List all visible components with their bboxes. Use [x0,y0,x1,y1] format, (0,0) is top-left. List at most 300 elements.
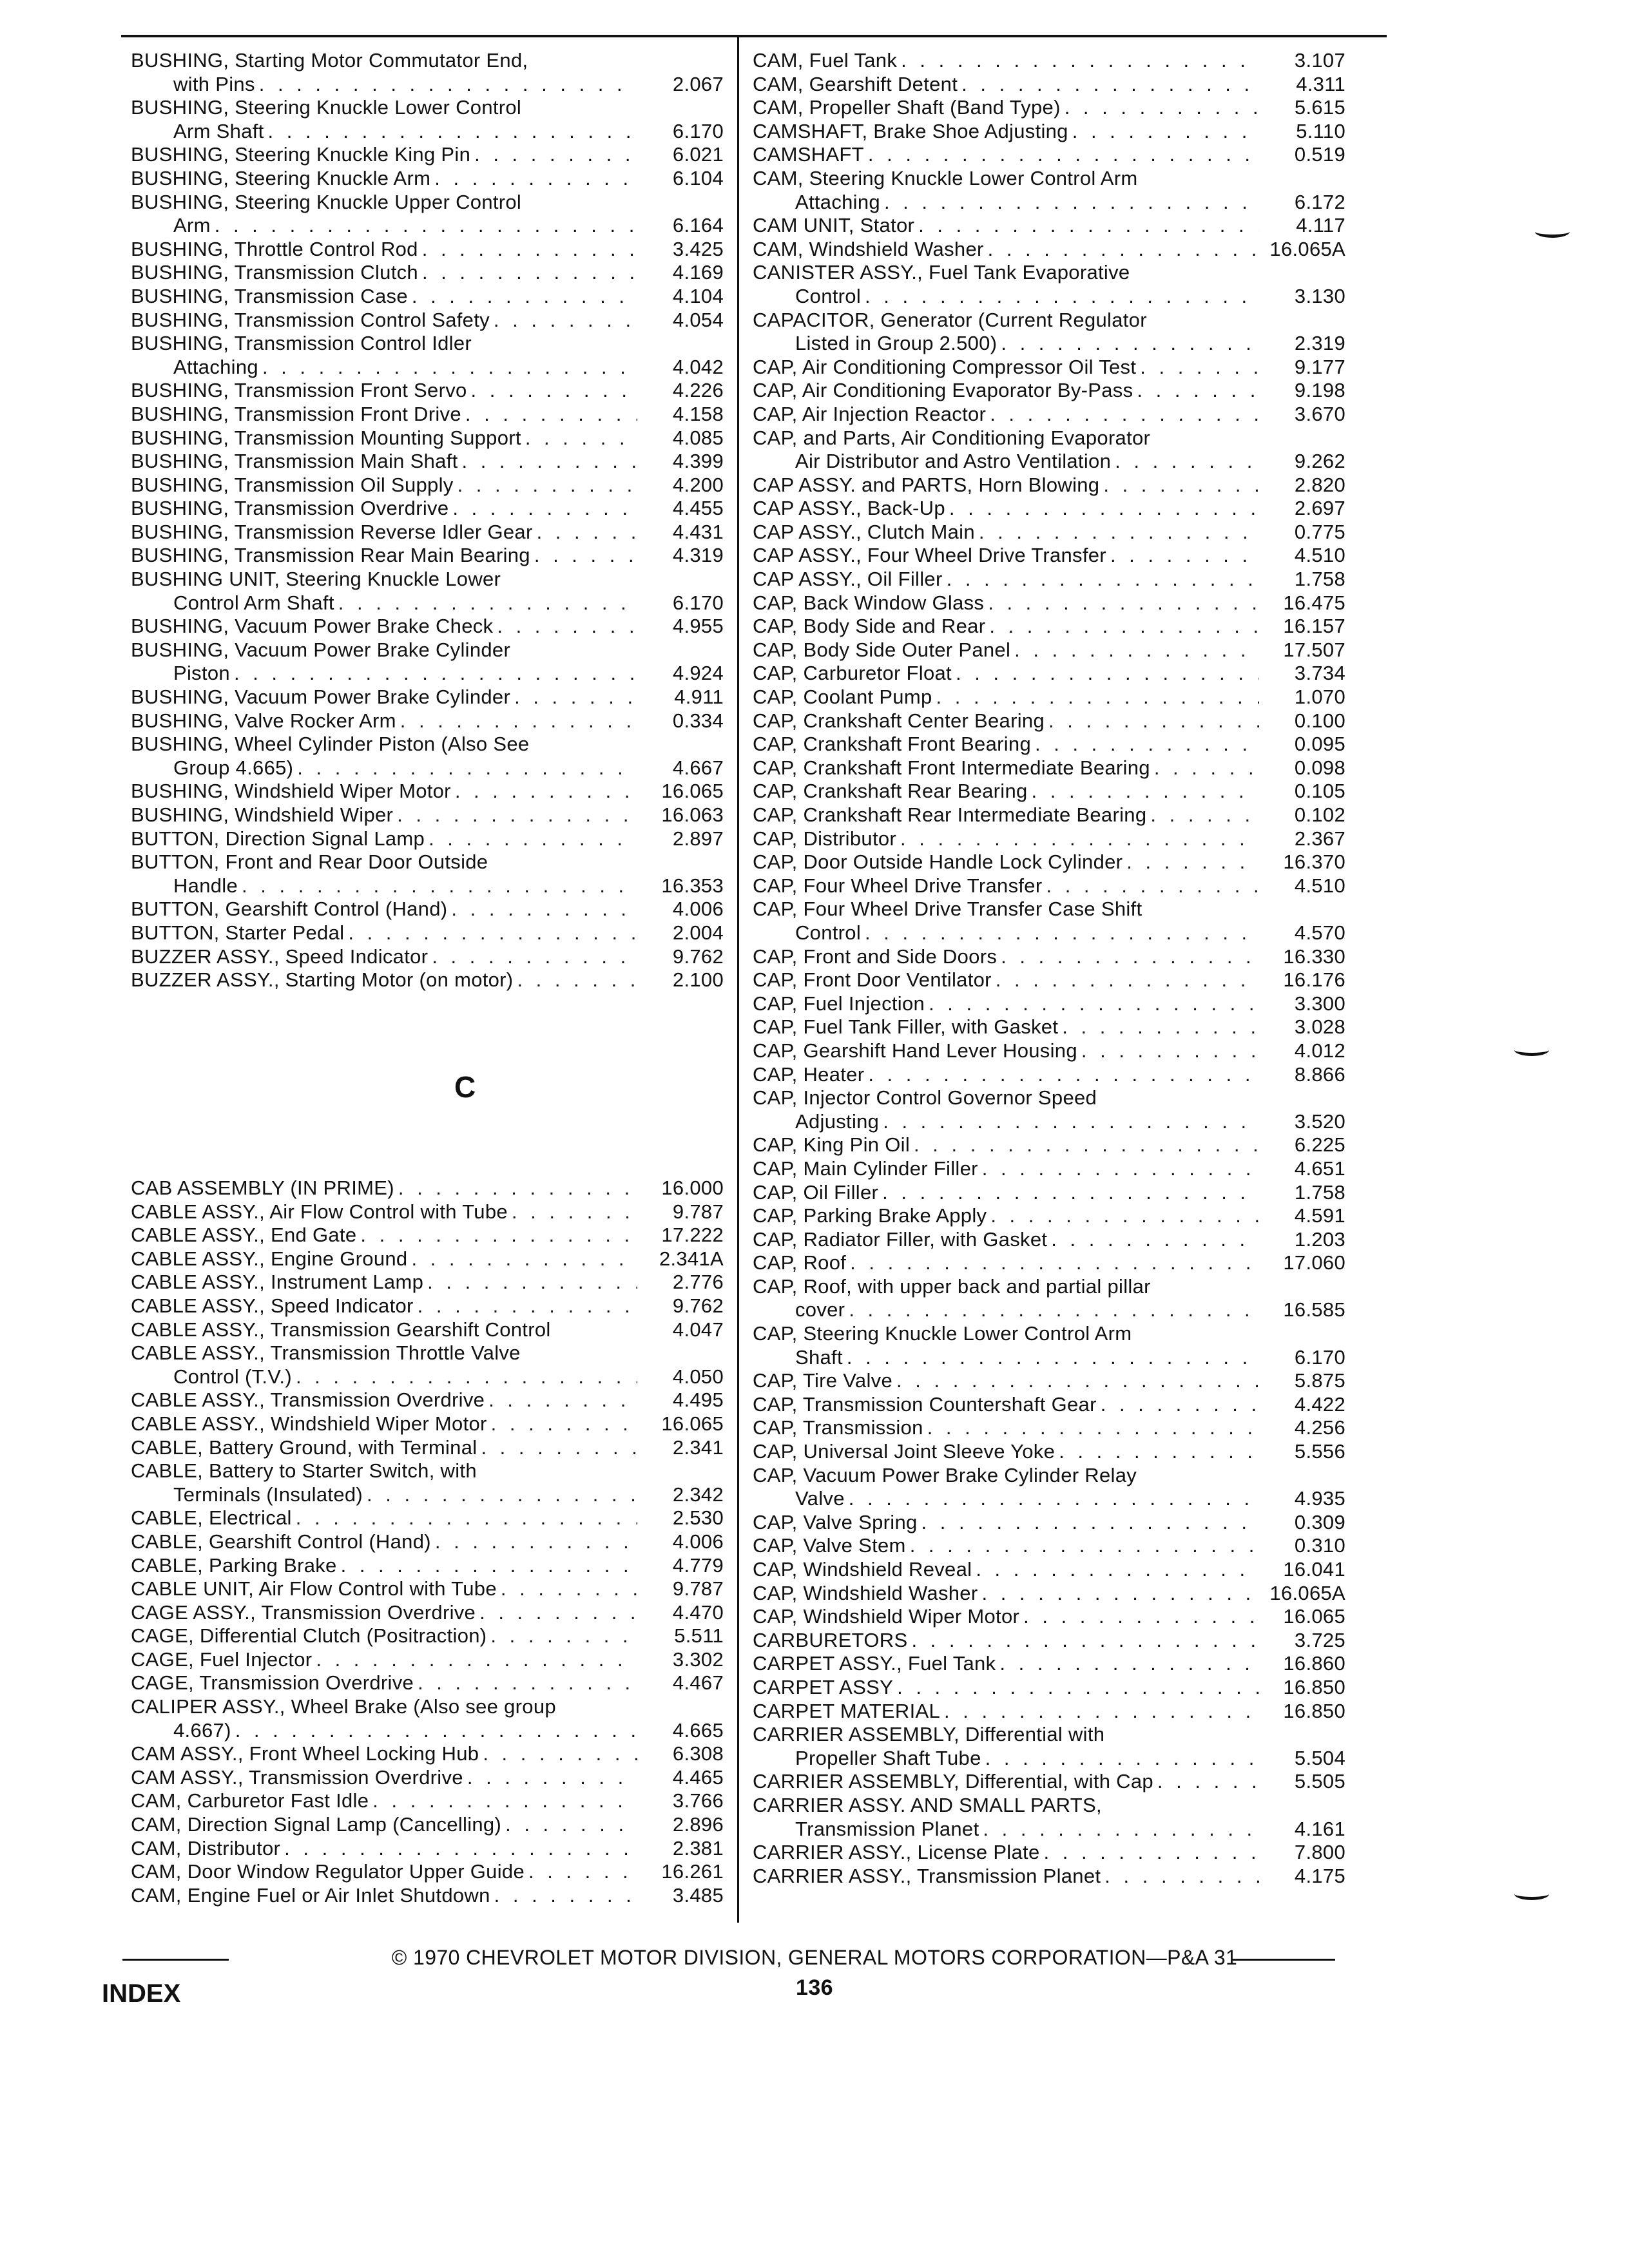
entry-page-number: 6.104 [672,166,724,189]
entry-text: CAM ASSY., Transmission Overdrive [131,1765,463,1789]
entry-text: BUTTON, Direction Signal Lamp [131,827,425,850]
entry-page-number: 4.911 [674,686,724,709]
entry-page-number: 6.225 [1294,1133,1345,1157]
leader-dots [490,1624,637,1648]
leader-dots [1103,474,1259,497]
entry-page-number: 0.102 [1294,803,1345,826]
leader-dots [988,591,1259,615]
index-entry [131,544,724,568]
index-entry [753,1015,1345,1039]
leader-dots [990,403,1259,427]
leader-dots [1150,803,1259,827]
leader-dots [422,238,637,262]
leader-dots [929,992,1259,1016]
index-entry [131,803,724,827]
entry-text: CAM, Fuel Tank [753,49,898,72]
leader-dots [1059,1440,1259,1464]
index-entry [131,639,724,662]
entry-page-number: 16.063 [661,803,724,826]
leader-dots [455,780,637,803]
entry-page-number: 4.054 [672,308,724,331]
index-entry [753,662,1345,686]
entry-page-number: 3.107 [1294,49,1345,72]
index-entry [753,1181,1345,1205]
index-entry [753,1251,1345,1275]
index-entry [131,49,724,73]
entry-text: CAP, Heater [753,1062,865,1086]
leader-dots [400,709,637,733]
entry-text: BUSHING, Steering Knuckle Upper Control [131,190,522,213]
index-entry [131,968,724,992]
entry-text: CAP, Back Window Glass [753,591,985,614]
leader-dots [458,474,637,497]
entry-text: CABLE ASSY., Instrument Lamp [131,1271,424,1294]
entry-page-number: 17.060 [1283,1251,1345,1274]
entry-text: CAP, Gearshift Hand Lever Housing [753,1039,1077,1062]
index-entry [753,261,1345,285]
entry-page-number: 9.787 [672,1200,724,1223]
index-entry [131,756,724,780]
entry-page-number: 9.762 [672,1294,724,1317]
leader-dots [465,403,637,427]
entry-page-number: 5.511 [674,1624,724,1648]
index-entry [131,238,724,262]
entry-text: CAP, King Pin Oil [753,1133,911,1157]
entry-text: Control [795,921,862,944]
entry-page-number: 4.047 [672,1318,724,1341]
margin-mark [1535,226,1570,238]
entry-page-number: 6.170 [1294,1345,1345,1369]
leader-dots [412,285,637,309]
index-entry [131,120,724,144]
entry-page-number: 16.261 [661,1860,724,1883]
entry-page-number: 3.300 [1294,992,1345,1015]
entry-page-number: 0.775 [1294,520,1345,543]
index-entry [753,1346,1345,1370]
entry-text: CANISTER ASSY., Fuel Tank Evaporative [753,261,1130,284]
leader-dots [525,427,637,450]
entry-text: BUSHING, Transmission Control Idler [131,332,472,355]
entry-page-number: 4.470 [672,1600,724,1624]
entry-text: CAPACITOR, Generator (Current Regulator [753,308,1147,331]
entry-text: CAP, Distributor [753,827,897,850]
entry-page-number: 4.158 [672,402,724,425]
entry-text: CAP, Crankshaft Rear Intermediate Bearing [753,803,1147,826]
entry-page-number: 7.800 [1294,1841,1345,1864]
entry-page-number: 6.170 [672,119,724,142]
entry-page-number: 4.510 [1294,874,1345,897]
index-entry [131,898,724,921]
entry-text: BUSHING, Transmission Front Servo [131,379,467,402]
index-entry [753,921,1345,945]
leader-dots [999,1652,1259,1676]
entry-text: CAGE ASSY., Transmission Overdrive [131,1600,476,1624]
top-rule [121,35,1387,37]
leader-dots [982,1157,1259,1181]
index-entry [753,49,1345,73]
index-entry [753,1676,1345,1700]
entry-page-number: 6.164 [672,214,724,237]
index-entry [131,214,724,238]
index-entry [753,733,1345,756]
entry-page-number: 16.157 [1283,615,1345,638]
entry-text: Control Arm Shaft [173,591,334,614]
entry-page-number: 1.758 [1294,568,1345,591]
leader-dots [949,497,1259,521]
leader-dots [259,73,637,97]
entry-text: CAP, Vacuum Power Brake Cylinder Relay [753,1463,1137,1486]
entry-page-number: 4.050 [672,1365,724,1388]
index-entry [131,1860,724,1884]
entry-page-number: 2.067 [672,72,724,95]
index-entry [131,733,724,756]
left-column-c-section [131,1177,724,1907]
entry-page-number: 4.085 [672,426,724,449]
index-entry [753,73,1345,97]
entry-page-number: 4.311 [1296,72,1345,95]
leader-dots [435,1530,637,1554]
leader-dots [505,1813,637,1837]
entry-page-number: 0.100 [1294,709,1345,732]
index-entry [131,686,724,709]
index-entry [131,921,724,945]
entry-page-number: 2.697 [1294,497,1345,520]
entry-text: CAP, Air Conditioning Compressor Oil Test [753,355,1137,378]
index-entry [131,403,724,427]
index-entry [131,662,724,686]
entry-text: CAM, Carburetor Fast Idle [131,1789,369,1812]
index-entry [131,1341,724,1365]
leader-dots [996,968,1259,992]
entry-page-number: 3.302 [672,1648,724,1671]
entry-text: BUSHING, Steering Knuckle Arm [131,166,431,189]
entry-text: Air Distributor and Astro Ventilation [795,450,1112,473]
index-entry [131,1601,724,1625]
entry-text: CABLE, Parking Brake [131,1553,337,1577]
column-divider [737,35,739,1923]
entry-text: CAP, Air Injection Reactor [753,402,987,425]
entry-text: BUSHING, Vacuum Power Brake Check [131,615,494,638]
entry-page-number: 4.455 [672,497,724,520]
entry-text: CAP, Body Side and Rear [753,615,986,638]
entry-page-number: 4.012 [1294,1039,1345,1062]
entry-page-number: 2.341 [672,1436,724,1459]
entry-page-number: 3.130 [1294,284,1345,307]
entry-page-number: 5.110 [1296,119,1345,142]
entry-page-number: 5.504 [1294,1746,1345,1769]
index-entry [753,568,1345,591]
entry-page-number: 3.485 [672,1883,724,1907]
index-entry [753,1039,1345,1063]
index-entry [131,1837,724,1861]
leader-dots [900,827,1259,851]
index-entry [753,827,1345,851]
entry-text: CARPET ASSY., Fuel Tank [753,1652,996,1675]
index-entry [753,356,1345,380]
leader-dots [427,1271,637,1294]
entry-text: CAP, Valve Spring [753,1510,918,1533]
entry-page-number: 9.762 [672,945,724,968]
index-entry [753,1204,1345,1228]
left-column [131,49,724,992]
index-entry [131,285,724,309]
entry-page-number: 8.866 [1294,1062,1345,1086]
index-entry [753,544,1345,568]
entry-text: CAP, Front and Side Doors [753,945,998,968]
entry-text: CAP, Radiator Filler, with Gasket [753,1227,1048,1251]
index-entry [753,945,1345,969]
entry-text: CAP, Crankshaft Center Bearing [753,709,1045,732]
entry-page-number: 3.734 [1294,662,1345,685]
entry-page-number: 16.065 [661,1412,724,1435]
leader-dots [868,143,1259,167]
entry-text: CABLE ASSY., Transmission Gearshift Control [131,1318,551,1341]
entry-text: CAM UNIT, Stator [753,214,915,237]
leader-dots [897,1676,1259,1700]
entry-text: CAP, Injector Control Governor Speed [753,1086,1097,1110]
entry-page-number: 9.198 [1294,379,1345,402]
leader-dots [422,261,637,285]
entry-page-number: 5.556 [1294,1440,1345,1463]
entry-text: CAGE, Transmission Overdrive [131,1671,414,1695]
entry-page-number: 2.367 [1294,827,1345,850]
index-entry [131,1577,724,1601]
leader-dots [1081,1039,1259,1063]
entry-page-number: 0.105 [1294,780,1345,803]
index-entry [131,850,724,874]
index-entry [131,1436,724,1460]
entry-page-number: 0.334 [672,709,724,732]
index-entry [753,1794,1345,1818]
leader-dots [467,1766,637,1790]
leader-dots [474,143,637,167]
entry-text: CAP, Valve Stem [753,1534,906,1557]
index-entry [131,827,724,851]
entry-text: Shaft [795,1345,843,1369]
index-entry [131,450,724,474]
index-entry [753,285,1345,309]
entry-page-number: 2.319 [1294,332,1345,355]
leader-dots [1001,945,1259,969]
leader-dots [296,1506,637,1530]
index-entry [753,1440,1345,1464]
index-entry [753,1818,1345,1841]
index-entry [131,1742,724,1766]
entry-page-number: 16.850 [1283,1675,1345,1698]
entry-text: BUTTON, Front and Rear Door Outside [131,850,488,874]
entry-page-number: 17.507 [1283,638,1345,661]
leader-dots [483,1742,637,1766]
entry-page-number: 4.042 [672,355,724,378]
leader-dots [528,1860,637,1884]
entry-text: CAP ASSY., Clutch Main [753,520,975,543]
index-entry [753,1747,1345,1771]
entry-text: BUSHING, Windshield Wiper Motor [131,780,451,803]
entry-page-number: 4.935 [1294,1487,1345,1510]
leader-dots [494,309,637,332]
entry-page-number: 9.787 [672,1577,724,1600]
entry-text: BUSHING, Valve Rocker Arm [131,709,396,732]
index-entry [753,1464,1345,1488]
leader-dots [215,214,637,238]
leader-dots [488,1389,637,1412]
entry-page-number: 16.041 [1283,1558,1345,1581]
leader-dots [461,450,637,474]
entry-text: Listed in Group 2.500) [795,332,998,355]
entry-text: Handle [173,874,238,897]
leader-dots [849,1298,1259,1322]
index-entry [131,945,724,969]
entry-text: CARPET ASSY [753,1675,894,1698]
entry-text: CAMSHAFT [753,143,864,166]
entry-page-number: 9.177 [1294,355,1345,378]
index-entry [753,1086,1345,1110]
entry-page-number: 4.510 [1294,544,1345,567]
entry-page-number: 16.065 [661,780,724,803]
leader-dots [338,591,637,615]
index-entry [753,191,1345,215]
leader-dots [418,1294,637,1318]
entry-text: CABLE ASSY., Windshield Wiper Motor [131,1412,487,1435]
leader-dots [1104,1865,1259,1888]
entry-page-number: 3.670 [1294,402,1345,425]
leader-dots [1048,709,1259,733]
entry-text: BUSHING, Vacuum Power Brake Cylinder [131,686,511,709]
leader-dots [1023,1605,1259,1629]
entry-text: BUSHING, Transmission Overdrive [131,497,449,520]
entry-text: CAP, Transmission [753,1416,923,1439]
index-entry [753,309,1345,332]
index-entry [753,1133,1345,1157]
entry-page-number: 5.875 [1294,1369,1345,1392]
index-entry [753,1416,1345,1440]
index-entry [753,1298,1345,1322]
index-entry [753,992,1345,1016]
entry-page-number: 3.520 [1294,1110,1345,1133]
index-entry [131,1271,724,1294]
index-entry [753,1063,1345,1087]
entry-page-number: 2.342 [672,1483,724,1506]
leader-dots [988,238,1259,262]
index-entry [131,1412,724,1436]
entry-text: Group 4.665) [173,756,294,779]
index-entry [131,356,724,380]
index-entry [753,968,1345,992]
entry-page-number: 4.924 [672,662,724,685]
entry-text: CABLE ASSY., Air Flow Control with Tube [131,1200,508,1223]
entry-text: CAM, Windshield Washer [753,237,984,260]
entry-text: CARRIER ASSY. AND SMALL PARTS, [753,1793,1102,1816]
leader-dots [921,1511,1259,1535]
entry-text: CAP, Four Wheel Drive Transfer Case Shift [753,898,1142,921]
index-entry [753,780,1345,803]
entry-text: BUSHING UNIT, Steering Knuckle Lower [131,568,501,591]
entry-text: CALIPER ASSY., Wheel Brake (Also see group [131,1695,556,1718]
index-entry [131,709,724,733]
leader-dots [418,1671,637,1695]
index-entry [131,474,724,497]
leader-dots [491,1412,637,1436]
entry-page-number: 4.651 [1294,1157,1345,1180]
index-entry [753,474,1345,497]
entry-text: CAP, Roof, with upper back and partial pillar [753,1274,1151,1298]
entry-text: Adjusting [795,1110,880,1133]
index-entry [131,1554,724,1578]
index-entry [753,96,1345,120]
leader-dots [989,615,1259,639]
entry-text: BUSHING, Transmission Front Drive [131,402,461,425]
index-entry [131,143,724,167]
leader-dots [1065,96,1259,120]
entry-text: CARRIER ASSY., License Plate [753,1841,1040,1864]
entry-text: CARPET MATERIAL [753,1699,941,1722]
entry-text: CAP, Windshield Wiper Motor [753,1605,1020,1628]
leader-dots [1044,1841,1260,1865]
entry-text: Transmission Planet [795,1817,979,1840]
leader-dots [316,1648,637,1672]
leader-dots [896,1369,1259,1393]
entry-page-number: 4.467 [672,1671,724,1695]
entry-page-number: 16.370 [1283,850,1345,874]
leader-dots [956,662,1259,686]
index-entry [753,332,1345,356]
leader-dots [882,1181,1259,1205]
index-entry [753,497,1345,521]
index-entry [753,238,1345,262]
index-entry [753,686,1345,709]
leader-dots [411,1247,637,1271]
entry-page-number: 6.308 [672,1742,724,1765]
leader-dots [979,521,1259,544]
leader-dots [397,803,637,827]
entry-page-number: 4.665 [672,1718,724,1742]
entry-page-number: 2.896 [672,1813,724,1836]
entry-page-number: 2.820 [1294,473,1345,496]
index-entry [753,120,1345,144]
leader-dots [1115,450,1259,474]
index-entry [131,1624,724,1648]
index-entry [131,379,724,403]
entry-text: CAP, Crankshaft Rear Bearing [753,780,1028,803]
entry-page-number: 4.465 [672,1765,724,1789]
index-entry [753,1770,1345,1794]
index-entry [753,1369,1345,1393]
leader-dots [234,662,637,686]
entry-page-number: 2.776 [672,1271,724,1294]
leader-dots [914,1133,1259,1157]
leader-dots [910,1534,1259,1558]
index-entry [753,898,1345,921]
entry-text: 4.667) [173,1718,231,1742]
entry-text: CAP, Fuel Tank Filler, with Gasket [753,1015,1059,1039]
index-entry [131,874,724,898]
entry-text: BUSHING, Wheel Cylinder Piston (Also See [131,733,530,756]
entry-text: CABLE ASSY., End Gate [131,1224,357,1247]
entry-page-number: 4.006 [672,898,724,921]
index-entry [131,780,724,803]
index-entry [131,1671,724,1695]
entry-page-number: 4.200 [672,473,724,496]
leader-dots [512,1200,637,1224]
index-entry [753,1511,1345,1535]
entry-text: BUSHING, Windshield Wiper [131,803,394,826]
leader-dots [479,1601,637,1625]
entry-text: Arm Shaft [173,119,264,142]
leader-dots [918,214,1259,238]
margin-mark [1514,1888,1549,1900]
leader-dots [471,379,637,403]
leader-dots [262,356,637,380]
